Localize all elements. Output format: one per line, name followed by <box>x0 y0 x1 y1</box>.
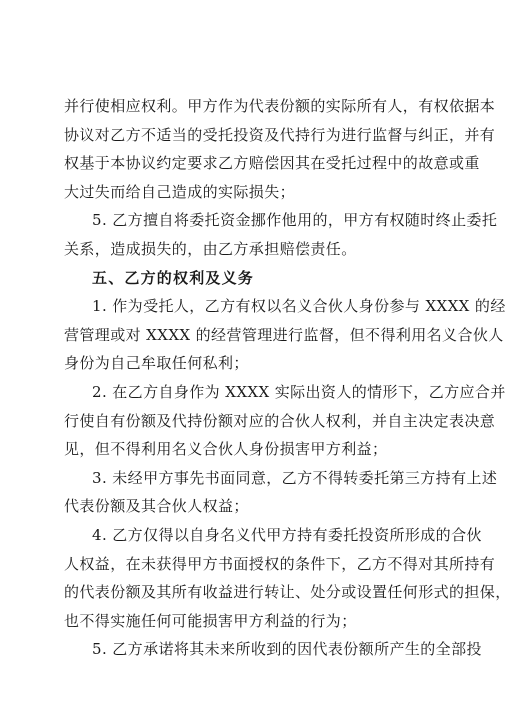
text-line: 4. 乙方仅得以自身名义代甲方持有委托投资所形成的合伙 <box>92 525 482 544</box>
text-line: 并行使相应权利。甲方作为代表份额的实际所有人，有权依据本 <box>64 97 496 115</box>
text-line: 的代表份额及其所有收益进行转让、处分或设置任何形式的担保， <box>64 583 511 602</box>
text-line: 5. 乙方擅自将委托资金挪作他用的，甲方有权随时终止委托 <box>92 211 498 230</box>
text-line: 人权益，在未获得甲方书面授权的条件下，乙方不得对其所持有 <box>64 554 496 573</box>
text-line: 身份为自己牟取任何私利； <box>64 354 249 373</box>
text-line: 5. 乙方承诺将其未来所收到的因代表份额所产生的全部投 <box>92 640 482 659</box>
text-line: 见，但不得利用名义合伙人身份损害甲方利益； <box>64 440 388 459</box>
text-line: 协议对乙方不适当的受托投资及代持行为进行监督与纠正，并有 <box>64 125 496 144</box>
text-line: 代表份额及其合伙人权益； <box>64 497 249 516</box>
text-line: 权基于本协议约定要求乙方赔偿因其在受托过程中的故意或重 <box>64 154 480 173</box>
text-line: 营管理或对 XXXX 的经营管理进行监督，但不得利用名义合伙人 <box>64 325 504 344</box>
text-line: 关系，造成损失的，由乙方承担赔偿责任。 <box>64 239 357 258</box>
section-heading: 五、乙方的权利及义务 <box>92 268 255 287</box>
text-line: 2. 在乙方自身作为 XXXX 实际出资人的情形下，乙方应合并 <box>92 382 506 401</box>
text-line: 也不得实施任何可能损害甲方利益的行为； <box>64 611 357 630</box>
text-line: 3. 未经甲方事先书面同意，乙方不得转委托第三方持有上述 <box>92 468 498 487</box>
text-line: 行使自有份额及代持份额对应的合伙人权利，并自主决定表决意 <box>64 411 496 430</box>
document-page <box>64 92 511 664</box>
text-line: 大过失而给自己造成的实际损失； <box>64 182 296 201</box>
text-line: 1. 作为受托人，乙方有权以名义合伙人身份参与 XXXX 的经 <box>92 297 506 316</box>
